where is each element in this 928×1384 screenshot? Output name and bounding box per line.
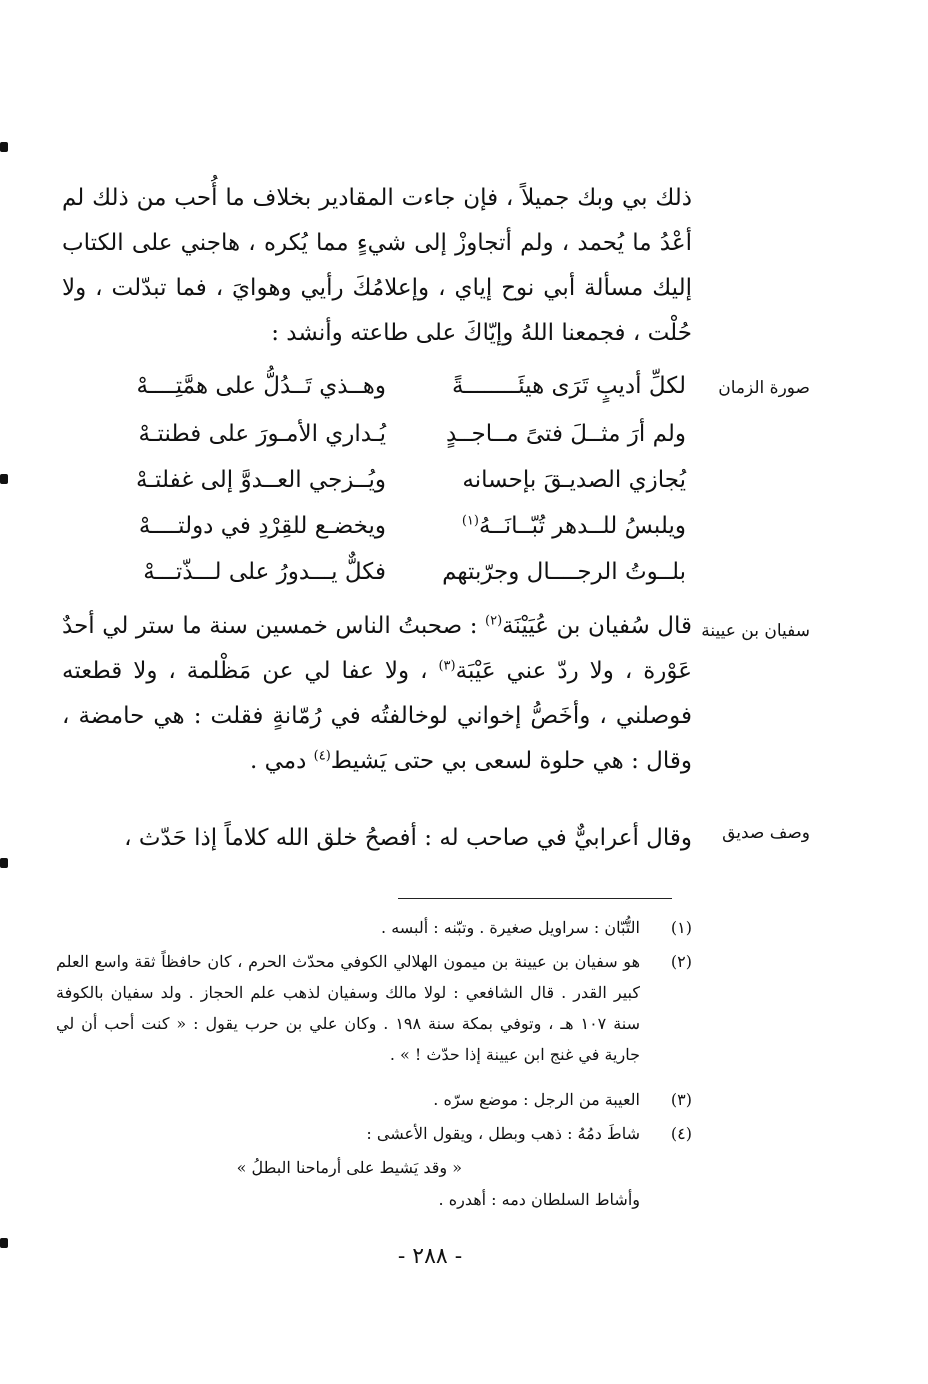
margin-label-time: صورة الزمان	[718, 378, 810, 398]
footnote-marker: (٢)	[485, 613, 503, 629]
verse-row	[96, 364, 686, 408]
footnote-3	[56, 1084, 692, 1115]
second-hemistich: وهــذي تَــدُلُّ على همَّتِــــهْ	[136, 373, 386, 399]
scan-edge-mark	[0, 858, 8, 868]
scan-edge-mark	[0, 474, 8, 484]
second-hemistich: فكلٌّ يـــدورُ على لـــذّتـــهْ	[143, 559, 386, 585]
footnote-number: (٢)	[670, 952, 692, 971]
footnote-text: شاطَ دمُهُ : ذهب وبطل ، ويقول الأعشى :	[366, 1124, 640, 1143]
paragraph-text: دمي .	[249, 748, 314, 774]
footnote-4	[56, 1118, 692, 1149]
footnote-2	[56, 946, 692, 1070]
footnote-text: التُّبّان : سراويل صغيرة . وتبّنه : ألبسه .	[381, 918, 640, 937]
footnote-marker: (٣)	[438, 658, 456, 674]
footnote-1	[56, 912, 692, 943]
paragraph-text: ، ولا عفا لي عن مَظْلمة ، ولا قطعته فوصلني ، وأخَصُّ إخواني لوخالفتُه في رُمّانةٍ فقلت : هي حامضة ، وقال : هي حلوة لسعى بي حتى يَشيط	[62, 658, 692, 774]
paragraph-text: قال سُفيان بن عُيَيْنَة	[502, 613, 692, 639]
margin-label-friend: وصف صديق	[722, 823, 810, 843]
page-number: - ٢٨٨ -	[397, 1244, 463, 1269]
paragraph-3: وقال أعرابيٌّ في صاحب له : أفصحُ خلق الله كلاماً إذا حَدّث ،	[124, 825, 692, 851]
paragraph-2	[62, 604, 692, 784]
footnote-divider	[398, 898, 672, 899]
hemistich-text: ويلبسُ للــدهر تُبّــانَــهُ	[478, 513, 686, 539]
second-hemistich: يُـداري الأمـورَ على فطنتـهْ	[138, 421, 386, 447]
margin-label-sufyan: سفيان بن عيينة	[701, 621, 810, 641]
verse-row	[96, 550, 686, 594]
footnote-4-tail: وأشاط السلطان دمه : أهدره .	[438, 1190, 640, 1209]
scan-edge-mark	[0, 142, 8, 152]
footnote-number: (٤)	[670, 1124, 692, 1143]
first-hemistich	[396, 504, 686, 548]
paragraph-text: : صحبتُ الناس خمسين سنة ما ستر لي أحدٌ عَوْرة ، ولا ردّ عني عَيْبَة	[62, 613, 692, 684]
footnote-text: هو سفيان بن عيينة بن ميمون الهلالي الكوفي محدّث الحرم ، كان حافظاً ثقة واسع العلم كبير القدر . قال الشافعي : لولا مالك وسفيان لذهب علم الحجاز . ولد سفيان بالكوفة سنة ١٠٧ هـ ، وتوفي بمكة سنة ١٩٨ . وكان علي بن حرب يقول : « كنت أحب أن لي جارية في غنج ابن عيينة إذا حدّث ! » .	[56, 952, 641, 1064]
verse-row	[96, 504, 686, 548]
footnote-number: (١)	[670, 918, 692, 937]
footnote-text: العيبة من الرجل : موضع سرّه .	[433, 1090, 640, 1109]
first-hemistich: ولم أرَ مثــلَ فتىً مــاجــدٍ	[446, 421, 686, 447]
first-hemistich: بلــوتُ الرجــــال وجرّبتهم	[442, 559, 686, 585]
paragraph-1: ذلك بي وبك جميلاً ، فإن جاءت المقادير بخلاف ما أُحب من ذلك لم أعْدُ ما يُحمد ، ولم أتجاوزْ إلى شيءٍ مما يُكره ، هاجني على الكتاب إليك مسألة أبي نوح إياي ، وإعلامُكَ رأيي وهوايَ ، فما تبدّلت ، ولا حُلْت ، فجمعنا اللهُ وإيّاكَ على طاعته وأنشد :	[62, 185, 692, 346]
scan-edge-mark	[0, 1238, 8, 1248]
first-hemistich: يُجازي الصديـقَ بإحسانه	[462, 467, 686, 493]
second-hemistich: ويخضـع للقِرْدِ في دولتــــهْ	[138, 513, 386, 539]
second-hemistich: ويُــزجي العــدوَّ إلى غفلتـهْ	[135, 467, 386, 493]
footnote-4-verse: « وقد يَشيط على أرماحنا البطلُ »	[236, 1158, 462, 1177]
verse-row	[96, 412, 686, 456]
footnote-marker: (١)	[461, 513, 479, 529]
verse-row	[96, 458, 686, 502]
footnote-number: (٣)	[670, 1090, 692, 1109]
footnote-marker: (٤)	[313, 748, 331, 764]
first-hemistich: لكلِّ أديبٍ تَرَى هيئَــــــــةً	[451, 373, 686, 399]
